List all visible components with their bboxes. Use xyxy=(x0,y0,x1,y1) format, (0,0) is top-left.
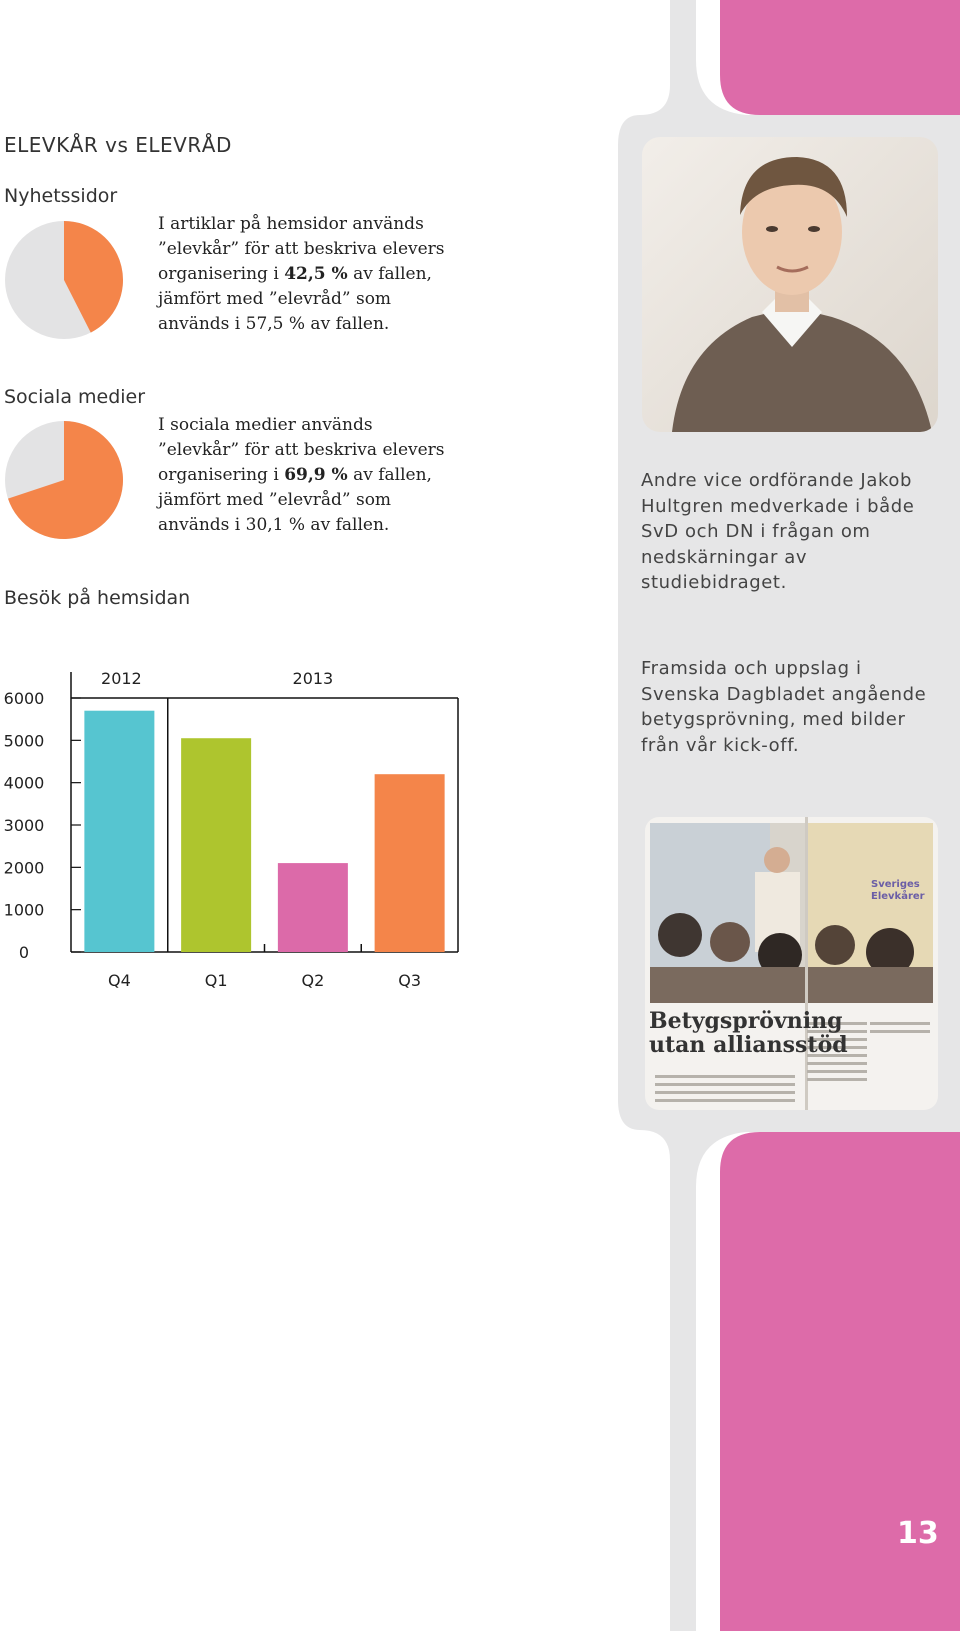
bar-q4 xyxy=(84,711,154,952)
page-heading: ELEVKÅR vs ELEVRÅD xyxy=(4,133,232,157)
newspaper-banner xyxy=(871,879,925,903)
news-label: Nyhetssidor xyxy=(4,185,118,207)
portrait-caption: Andre vice ordförande Jakob Hultgren medverkade i både SvD och DN i frågan om nedskärningar av studiebidraget. xyxy=(641,470,915,593)
social-pie-chart xyxy=(4,420,124,540)
pink-tab-top xyxy=(720,0,960,115)
newspaper-banner-line-1: Sveriges xyxy=(871,879,920,890)
newspaper-headline-line-2: utan alliansstöd xyxy=(649,1032,848,1058)
social-text-part-1: I sociala medier används ”elevkår” för att beskriva elevers organisering i xyxy=(158,415,445,485)
news-text-part-1: I artiklar på hemsidor används ”elevkår” för att beskriva elevers organisering i xyxy=(158,214,445,284)
news-text-highlight: 42,5 % xyxy=(284,264,348,284)
y-tick-label: 1000 xyxy=(3,900,45,920)
y-tick-label: 6000 xyxy=(3,689,45,708)
bar-q1 xyxy=(181,738,251,952)
y-tick-label: 5000 xyxy=(3,731,45,751)
bar-q3 xyxy=(375,774,445,952)
y-tick-label: 3000 xyxy=(3,816,45,835)
newspaper-headline-line-1: Betygsprövning xyxy=(649,1008,843,1034)
social-text xyxy=(158,413,458,538)
social-label: Sociala medier xyxy=(4,386,146,408)
visits-bar-chart xyxy=(0,650,470,1000)
x-tick-label: Q2 xyxy=(301,971,325,990)
chart-title: Besök på hemsidan xyxy=(4,587,191,609)
newspaper-headline xyxy=(649,1009,848,1057)
x-tick-label: Q4 xyxy=(107,971,131,990)
y-tick-label: 0 xyxy=(18,943,30,962)
y-tick-label: 4000 xyxy=(3,773,45,793)
y-tick-label: 2000 xyxy=(3,858,45,878)
group-label-2013: 2013 xyxy=(292,669,334,688)
bar-q2 xyxy=(278,863,348,952)
group-label-2012: 2012 xyxy=(101,669,142,688)
social-text-highlight: 69,9 % xyxy=(284,465,348,485)
portrait-photo xyxy=(642,137,938,432)
newspaper-caption: Framsida och uppslag i Svenska Dagbladet angående betygsprövning, med bilder från vår kick-off. xyxy=(641,658,927,756)
news-text xyxy=(158,212,458,337)
page-number: 13 xyxy=(897,1516,939,1551)
news-text-part-2: av fallen, jämfört med ”elevråd” som används i 57,5 % av fallen. xyxy=(158,264,432,334)
pink-tab-bottom xyxy=(720,1132,960,1631)
newspaper-photo xyxy=(645,817,938,1110)
x-tick-label: Q1 xyxy=(204,971,228,990)
x-tick-label: Q3 xyxy=(398,971,422,990)
newspaper-banner-line-2: Elevkårer xyxy=(871,891,925,902)
social-text-part-2: av fallen, jämfört med ”elevråd” som används i 30,1 % av fallen. xyxy=(158,465,432,535)
news-pie-chart xyxy=(4,220,124,340)
